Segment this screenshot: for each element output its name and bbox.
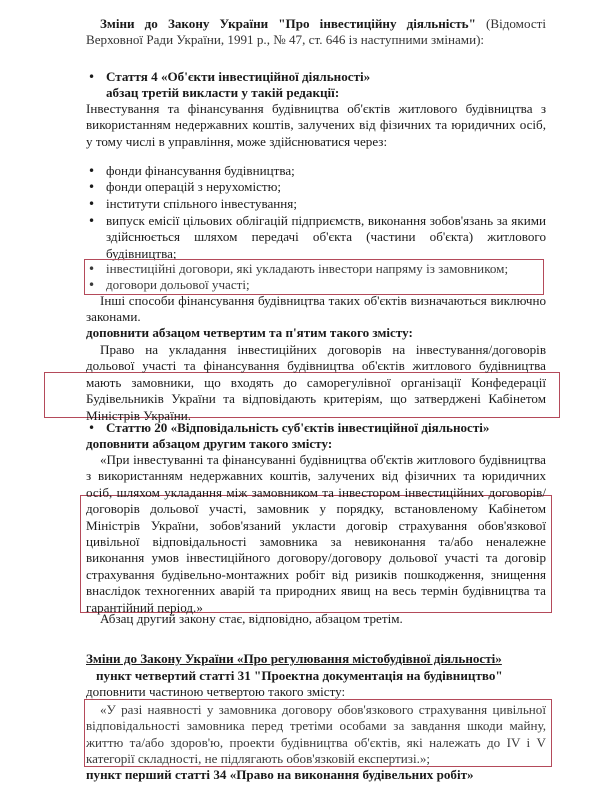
- financing-list: [86, 163, 546, 212]
- list-item: • фонди операцій з нерухомістю;: [86, 179, 546, 195]
- renumber-text: Абзац другий закону стає, відповідно, абзацом третім.: [100, 611, 403, 626]
- article4-title: • Стаття 4 «Об'єкти інвестиційної діяльності»: [86, 69, 546, 85]
- section1-heading-bold: Зміни до Закону України "Про інвестиційну діяльність": [100, 16, 476, 31]
- financing-list-cont: [86, 213, 546, 262]
- section2-instruction-1b: доповнити частиною четвертою такого змісту:: [86, 684, 346, 699]
- section2-instruction-2: пункт перший статті 34 «Право на виконання будівельних робіт»: [86, 767, 474, 782]
- section2-heading: Зміни до Закону України «Про регулювання містобудівної діяльності»: [86, 651, 502, 666]
- article4-instruction: абзац третій викласти у такій редакції:: [106, 85, 340, 100]
- add-text-1: Право на укладання інвестиційних договорів на інвестування/договорів дольової участі та фінансування будівництва об'єктів житлового будівництва мають замовники, що входять до саморегулівної організації Конфедерації Будівельників України та відповідають критеріям, що затверджені Кабінетом Міністрів України.: [86, 342, 546, 423]
- section2-instruction-1: пункт четвертий статті 31 "Проектна документація на будівництво": [96, 668, 503, 683]
- add-instruction-1: доповнити абзацом четвертим та п'ятим такого змісту:: [86, 325, 413, 340]
- list-item: • інвестиційні договори, які укладають інвестори напряму із замовником;: [86, 261, 546, 277]
- article20-title: • Статтю 20 «Відповідальність суб'єктів інвестиційної діяльності»: [86, 420, 546, 436]
- add-text-2: «При інвестуванні та фінансуванні будівництва об'єктів житлового будівництва з використанням недержавних коштів, залучених від фізичних та юридичних осіб, шляхом укладання між замовником та інвестором інвестиційних договорів/договорів дольової участі, замовник у порядку, встановленому Кабінетом Міністрів України, зобов'язаний укласти договір страхування обов'язкової цивільної відповідальності замовника за невиконання та/або неналежне виконання умов інвестиційного договору/договору дольової участі та договір страхування будівельно-монтажних робіт від ризиків пошкодження, знищення внаслідок техногенних аварій та природних явищ на весь термін будівництва та гарантійний період.»: [86, 452, 546, 615]
- list-item: • випуск емісії цільових облігацій підприємств, виконання зобов'язань за якими здійснюється шляхом передачі об'єкта (частини об'єкта) житлового будівництва;: [86, 213, 546, 262]
- financing-list-boxed: [86, 261, 546, 294]
- add-instruction-2: доповнити абзацом другим такого змісту:: [86, 436, 333, 451]
- list-item: • інститути спільного інвестування;: [86, 196, 546, 212]
- list-item: • фонди фінансування будівництва;: [86, 163, 546, 179]
- list-item: • договори дольової участі;: [86, 277, 546, 293]
- section1-heading: [86, 16, 546, 49]
- section2-text-1: «У разі наявності у замовника договору обов'язкового страхування цивільної відповідальності замовника перед третіми особами за завдання шкоди майну, життю та/або здоров'ю, проекти будівництва об'єктів, які належать до IV і V категорії складності, не підлягають обов'язковій експертизі.»;: [86, 702, 546, 767]
- other-ways-text: Інші способи фінансування будівництва таких об'єктів визначаються виключно законами.: [86, 293, 546, 325]
- article4-title-list: [86, 69, 546, 85]
- section1-heading-rest: (Відомості Верховної Ради України, 1991 р., № 47, ст. 646 із наступними змінами):: [86, 16, 546, 48]
- article4-text: Інвестування та фінансування будівництва об'єктів житлового будівництва з використанням недержавних коштів, залучених від фізичних та юридичних осіб, у тому числі в управління, може здійснюватися через:: [86, 101, 546, 149]
- article20-title-list: [86, 420, 546, 436]
